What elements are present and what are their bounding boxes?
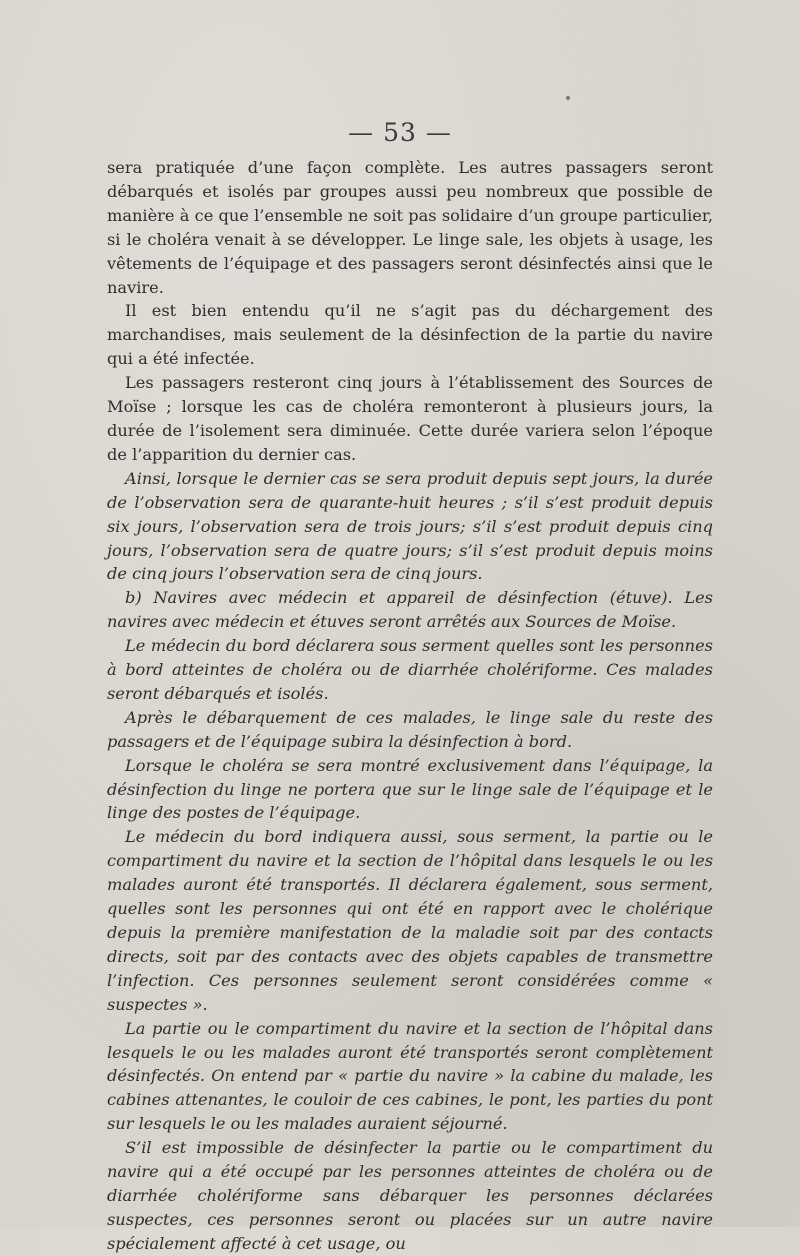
paragraph-6: Le médecin du bord déclarera sous serment quelles sont les personnes à bord atteintes de choléra ou de diarrhée cholériforme. Ces malades seront débarqués et isolés. (107, 636, 713, 703)
paragraph-3: Les passagers resteront cinq jours à l’établissement des Sources de Moïse ; lorsque les cas de choléra remonteront à plusieurs jours, la durée de l’isolement sera diminuée. Cette durée variera selon l’époque de l’apparition du dernier cas. (107, 373, 713, 464)
paragraph-11: S’il est impossible de désinfecter la partie ou le compartiment du navire qui a été occupé par les personnes atteintes de choléra ou de diarrhée cholériforme sans débarquer les personnes déclarées suspectes, ces personnes seront ou placées sur un autre navire spécialement affecté à cet usage, ou (107, 1138, 713, 1253)
page-number: — 53 — (348, 118, 452, 147)
body-text (107, 156, 713, 1256)
ink-speck (566, 96, 570, 100)
paragraph-1: sera pratiquée d’une façon complète. Les autres passagers seront débarqués et isolés par groupes aussi peu nombreux que possible de manière à ce que l’ensemble ne soit pas solidaire d’un groupe particulier, si le choléra venait à se développer. Le linge sale, les objets à usage, les vêtements de l’équipage et des passagers seront désinfectés ainsi que le navire. (107, 158, 713, 297)
paragraph-2: Il est bien entendu qu’il ne s’agit pas du déchargement des marchandises, mais seulement de la désinfection de la partie du navire qui a été infectée. (107, 301, 713, 369)
paragraph-8: Lorsque le choléra se sera montré exclusivement dans l’équipage, la désinfection du linge ne portera que sur le linge sale de l’équipage et le linge des postes de l’équipage. (107, 755, 713, 823)
paragraph-4: Ainsi, lorsque le dernier cas se sera produit depuis sept jours, la durée de l’observation sera de quarante-huit heures ; s’il s’est produit depuis six jours, l’observation sera de trois jours; s’il s’est produit depuis cinq jours, l’observation sera de quatre jours; s’il s’est produit depuis moins de cinq jours l’observation sera de cinq jours. (107, 468, 713, 584)
paragraph-7: Après le débarquement de ces malades, le linge sale du reste des passagers et de l’équipage subira la désinfection à bord. (107, 707, 713, 751)
paragraph-5: b) Navires avec médecin et appareil de désinfection (étuve). Les navires avec médecin et étuves seront arrêtés aux Sources de Moïse. (107, 588, 713, 632)
paragraph-10: La partie ou le compartiment du navire et la section de l’hôpital dans lesquels le ou les malades auront été transportés seront complètement désinfectés. On entend par « partie du navire » la cabine du malade, les cabines attenantes, le couloir de ces cabines, le pont, les parties du pont sur lesquels le ou les malades auraient séjourné. (107, 1018, 713, 1134)
paragraph-9: Le médecin du bord indiquera aussi, sous serment, la partie ou le compartiment du navire et la section de l’hôpital dans lesquels le ou les malades auront été transportés. Il déclarera également, sous serment, quelles sont les personnes qui ont été en rapport avec le cholérique depuis la première manifestation de la maladie soit par des contacts directs, soit par des contacts avec des objets capables de transmettre l’infection. Ces personnes seulement seront considérées comme « suspectes ». (107, 827, 713, 1014)
